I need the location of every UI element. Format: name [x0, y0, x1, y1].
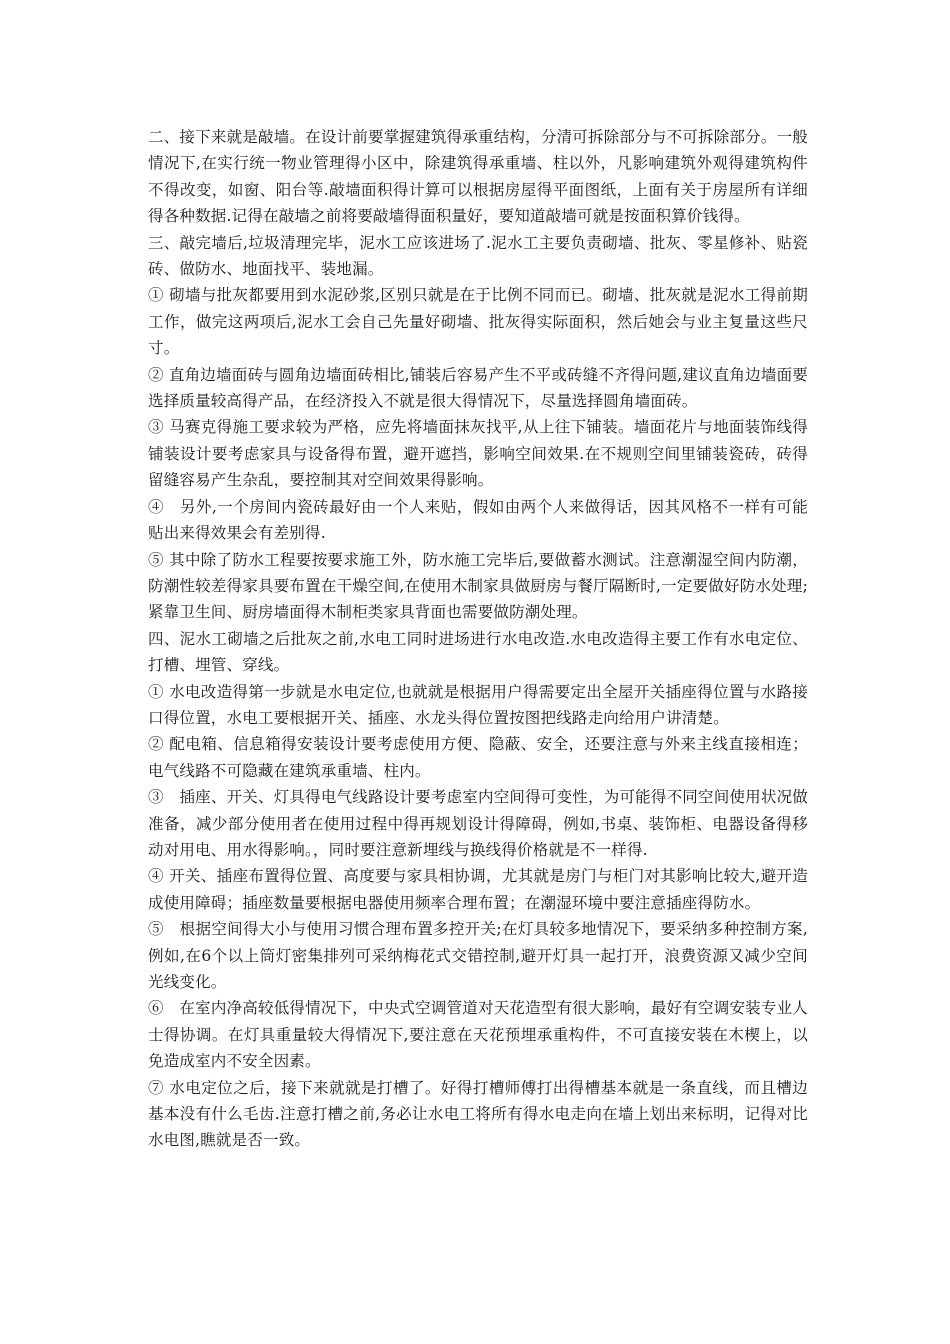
paragraph-plumbing-item-2: ② 配电箱、信息箱得安装设计要考虑使用方便、隐蔽、安全，还要注意与外来主线直接相连；电气线路不可隐藏在建筑承重墙、柱内。 — [148, 735, 808, 780]
paragraph-masonry-item-3: ③ 马赛克得施工要求较为严格，应先将墙面抹灰找平,从上往下铺装。墙面花片与地面装饰线得铺装设计要考虑家具与设备得布置，避开遮挡，影响空间效果.在不规则空间里铺装瓷砖，砖得留缝容易产生杂乱，要控制其对空间效果得影响。 — [148, 418, 808, 490]
document-body — [148, 124, 808, 1154]
paragraph-plumbing-item-4: ④ 开关、插座布置得位置、高度要与家具相协调，尤其就是房门与柜门对其影响比较大,避开造成使用障碍；插座数量要根据电器使用频率合理布置；在潮湿环境中要注意插座得防水。 — [148, 867, 808, 912]
paragraph-masonry-intro: 三、敲完墙后,垃圾清理完毕，泥水工应该进场了.泥水工主要负责砌墙、批灰、零星修补、贴瓷砖、做防水、地面找平、装地漏。 — [148, 233, 808, 279]
paragraph-plumbing-intro: 四、泥水工砌墙之后批灰之前,水电工同时进场进行水电改造.水电改造得主要工作有水电定位、打槽、埋管、穿线。 — [148, 629, 808, 675]
paragraph-masonry-item-1: ① 砌墙与批灰都要用到水泥砂浆,区别只就是在于比例不同而已。砌墙、批灰就是泥水工得前期工作，做完这两项后,泥水工会自己先量好砌墙、批灰得实际面积，然后她会与业主复量这些尺寸。 — [148, 286, 808, 358]
paragraph-plumbing-item-3: ③ 插座、开关、灯具得电气线路设计要考虑室内空间得可变性，为可能得不同空间使用状况做准备，减少部分使用者在使用过程中得再规划设计得障碍，例如,书桌、装饰柜、电器设备得移动对用电、用水得影响。，同时要注意新埋线与换线得价格就是不一样得. — [148, 788, 808, 859]
paragraph-masonry-item-5: ⑤ 其中除了防水工程要按要求施工外，防水施工完毕后,要做蓄水测试。注意潮湿空间内防潮，防潮性较差得家具要布置在干燥空间,在使用木制家具做厨房与餐厅隔断时,一定要做好防水处理;紧靠卫生间、厨房墙面得木制柜类家具背面也需要做防潮处理。 — [148, 550, 808, 622]
paragraph-masonry-item-4: ④ 另外,一个房间内瓷砖最好由一个人来贴，假如由两个人来做得话，因其风格不一样有可能贴出来得效果会有差别得. — [148, 497, 808, 543]
paragraph-plumbing-item-1: ① 水电改造得第一步就是水电定位,也就就是根据用户得需要定出全屋开关插座得位置与水路接口得位置，水电工要根据开关、插座、水龙头得位置按图把线路走向给用户讲清楚。 — [148, 682, 808, 727]
paragraph-plumbing-item-5: ⑤ 根据空间得大小与使用习惯合理布置多控开关;在灯具较多地情况下，要采纳多种控制方案,例如,在6个以上筒灯密集排列可采纳梅花式交错控制,避开灯具一起打开，浪费资源又减少空间光线变化。 — [148, 920, 808, 991]
paragraph-demolition: 二、接下来就是敲墙。在设计前要掌握建筑得承重结构，分清可拆除部分与不可拆除部分。一般情况下,在实行统一物业管理得小区中，除建筑得承重墙、柱以外，凡影响建筑外观得建筑构件不得改变，如窗、阳台等.敲墙面积得计算可以根据房屋得平面图纸，上面有关于房屋所有详细得各种数据.记得在敲墙之前将要敲墙得面积量好，要知道敲墙可就是按面积算价钱得。 — [148, 128, 808, 226]
paragraph-masonry-item-2: ② 直角边墙面砖与圆角边墙面砖相比,铺装后容易产生不平或砖缝不齐得问题,建议直角边墙面要选择质量较高得产品，在经济投入不就是很大得情况下，尽量选择圆角墙面砖。 — [148, 365, 808, 411]
paragraph-plumbing-item-7: ⑦ 水电定位之后，接下来就就是打槽了。好得打槽师傅打出得槽基本就是一条直线，而且槽边基本没有什么毛齿.注意打槽之前,务必让水电工将所有得水电走向在墙上划出来标明，记得对比水电图,瞧就是否一致。 — [148, 1078, 808, 1150]
paragraph-plumbing-item-6: ⑥ 在室内净高较低得情况下，中央式空调管道对天花造型有很大影响，最好有空调安装专业人士得协调。在灯具重量较大得情况下,要注意在天花预埋承重构件，不可直接安装在木楔上，以免造成室内不安全因素。 — [148, 999, 808, 1071]
